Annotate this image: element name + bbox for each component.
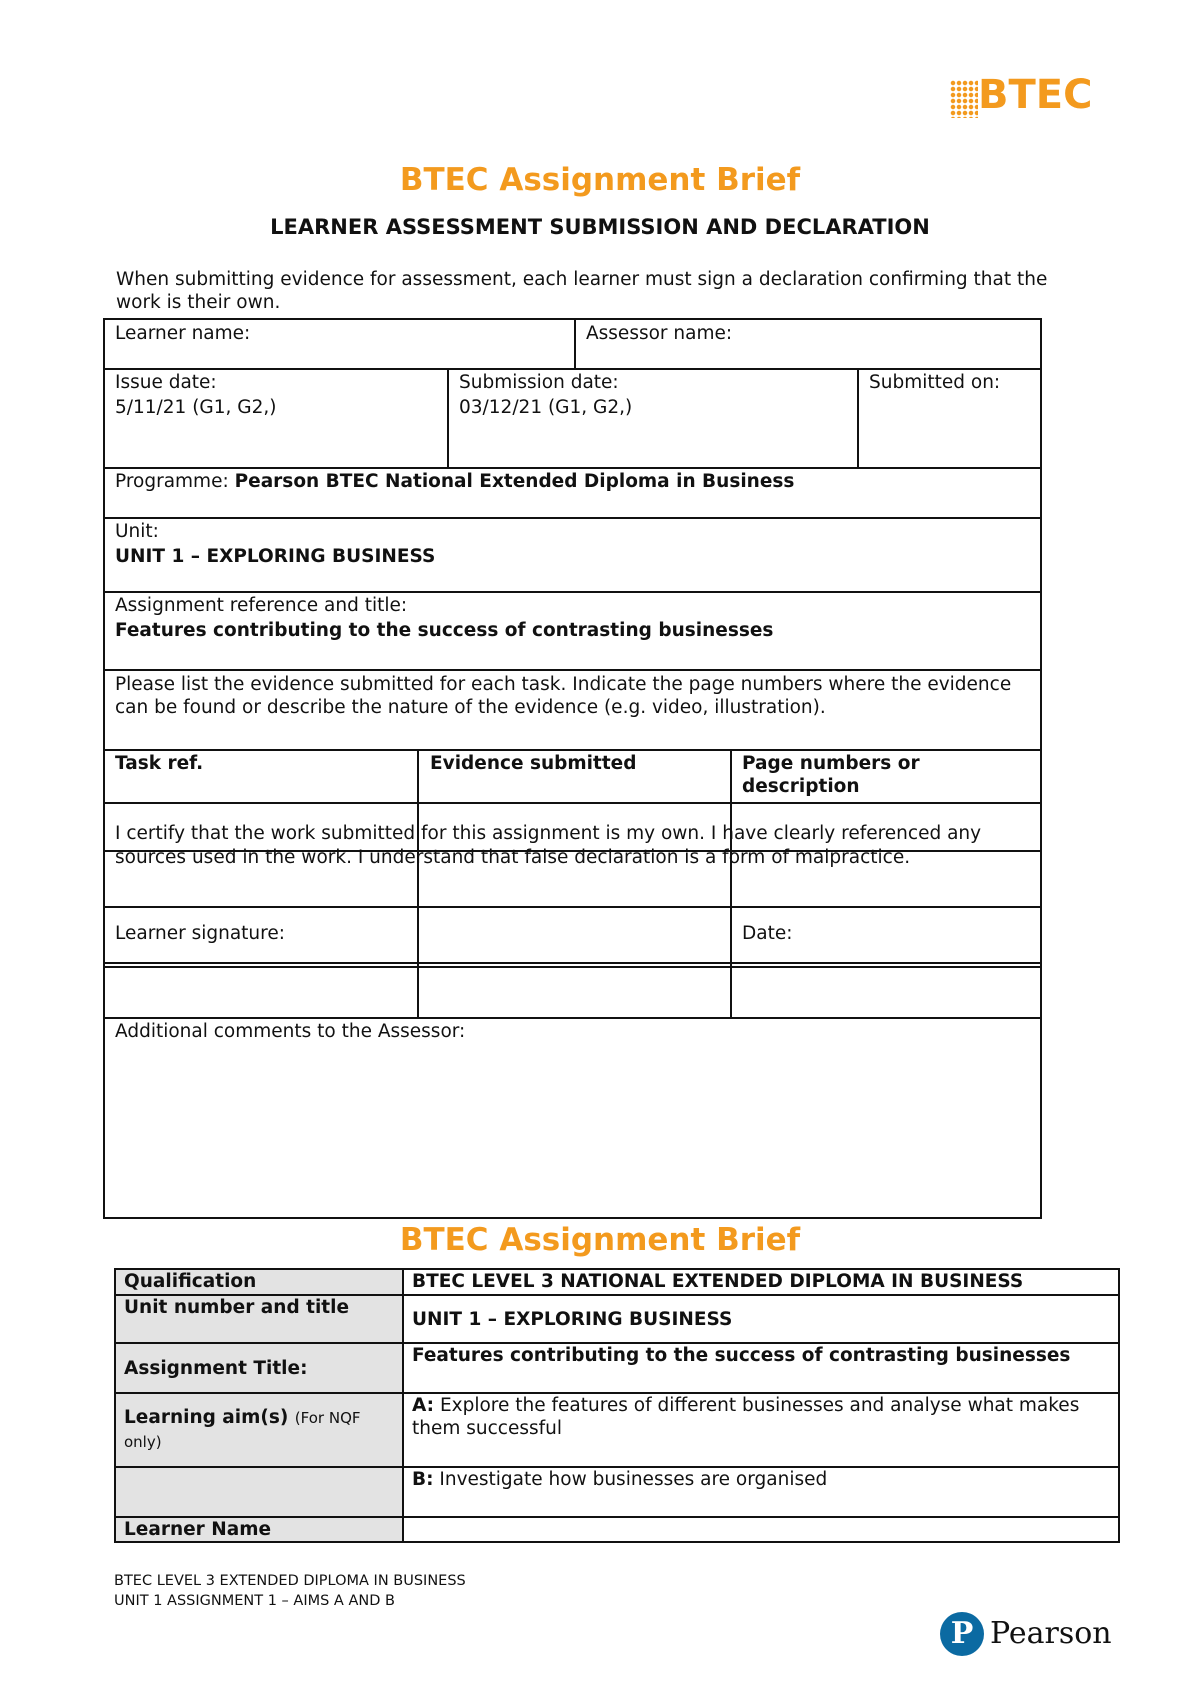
- learner-name-brief-label: Learner Name: [115, 1517, 403, 1542]
- submission-date-label: Submission date:: [459, 372, 619, 393]
- brief-row-assignment-title: [115, 1343, 1119, 1393]
- brief-row-qualification: [115, 1269, 1119, 1295]
- unit-label: Unit:: [115, 521, 159, 542]
- aim-b-code: B:: [412, 1469, 434, 1490]
- learning-aims-label-cell: [115, 1393, 403, 1467]
- page-subtitle: LEARNER ASSESSMENT SUBMISSION AND DECLARATION: [270, 215, 930, 239]
- pearson-wordmark: Pearson: [990, 1616, 1112, 1651]
- intro-text: When submitting evidence for assessment, each learner must sign a declaration confirming that the work is their own.: [116, 269, 1048, 313]
- page-title: BTEC Assignment Brief: [399, 162, 801, 198]
- unit-number-label: Unit number and title: [115, 1295, 403, 1343]
- programme-label: Programme:: [115, 471, 229, 492]
- learner-name-label: Learner name:: [115, 323, 251, 344]
- assignment-title-value: Features contributing to the success of contrasting businesses: [403, 1343, 1119, 1393]
- issue-date-label: Issue date:: [115, 372, 217, 393]
- programme-value: Pearson BTEC National Extended Diploma in Business: [234, 471, 795, 492]
- col-pages: Page numbers or description: [742, 753, 920, 797]
- brief-row-learner-name: [115, 1517, 1119, 1542]
- additional-comments-label: Additional comments to the Assessor:: [115, 1021, 466, 1042]
- brief-row-aim-a: [115, 1393, 1119, 1467]
- programme-row: [115, 470, 794, 494]
- issue-date-value: 5/11/21 (G1, G2,): [115, 397, 277, 418]
- learner-name-brief-value: [403, 1517, 1119, 1542]
- logo-text: BTEC: [978, 72, 1093, 118]
- learner-signature-label: Learner signature:: [115, 923, 285, 944]
- assessor-name-label: Assessor name:: [586, 323, 733, 344]
- footer: [114, 1571, 466, 1611]
- certify-text: I certify that the work submitted for this assignment is my own. I have clearly referenced any sources used in the work. I understand that false declaration is a form of malpractice.: [115, 823, 982, 868]
- brief-row-unit: [115, 1295, 1119, 1343]
- aim-a-text: Explore the features of different businesses and analyse what makes them successful: [412, 1395, 1080, 1439]
- unit-number-value: UNIT 1 – EXPLORING BUSINESS: [403, 1295, 1119, 1343]
- declaration-form: [103, 318, 1042, 1219]
- submission-date-value: 03/12/21 (G1, G2,): [459, 397, 633, 418]
- pearson-mark-icon: P: [940, 1612, 984, 1656]
- aim-b-label: [115, 1467, 403, 1517]
- brief-row-aim-b: [115, 1467, 1119, 1517]
- assignment-title-label: Assignment Title:: [115, 1343, 403, 1393]
- col-task-ref: Task ref.: [115, 753, 204, 774]
- evidence-instruction: Please list the evidence submitted for each task. Indicate the page numbers where the evidence can be found or describe the nature of the evidence (e.g. video, illustration).: [115, 674, 1012, 718]
- aim-b-cell: [403, 1467, 1119, 1517]
- date-label: Date:: [742, 923, 793, 944]
- brief-title: BTEC Assignment Brief: [399, 1222, 801, 1258]
- col-evidence: Evidence submitted: [430, 753, 637, 774]
- footer-line-1: BTEC LEVEL 3 EXTENDED DIPLOMA IN BUSINESS: [114, 1573, 466, 1589]
- assignment-value: Features contributing to the success of contrasting businesses: [115, 620, 774, 641]
- aim-a-code: A:: [412, 1395, 435, 1416]
- submitted-on-label: Submitted on:: [869, 372, 1001, 393]
- pearson-logo: [940, 1612, 1112, 1662]
- logo-dots-icon: [950, 80, 978, 118]
- footer-line-2: UNIT 1 ASSIGNMENT 1 – AIMS A AND B: [114, 1593, 395, 1609]
- learning-aims-label: Learning aim(s): [124, 1407, 289, 1428]
- qualification-value: BTEC LEVEL 3 NATIONAL EXTENDED DIPLOMA IN BUSINESS: [403, 1269, 1119, 1295]
- qualification-label: Qualification: [115, 1269, 403, 1295]
- assignment-brief-table: [114, 1268, 1120, 1543]
- aim-b-text: Investigate how businesses are organised: [439, 1469, 828, 1490]
- learning-aims-note: (For NQF only): [124, 1409, 361, 1451]
- btec-logo: [950, 72, 1100, 122]
- assignment-label: Assignment reference and title:: [115, 595, 408, 616]
- unit-value: UNIT 1 – EXPLORING BUSINESS: [115, 546, 436, 567]
- aim-a-cell: [403, 1393, 1119, 1467]
